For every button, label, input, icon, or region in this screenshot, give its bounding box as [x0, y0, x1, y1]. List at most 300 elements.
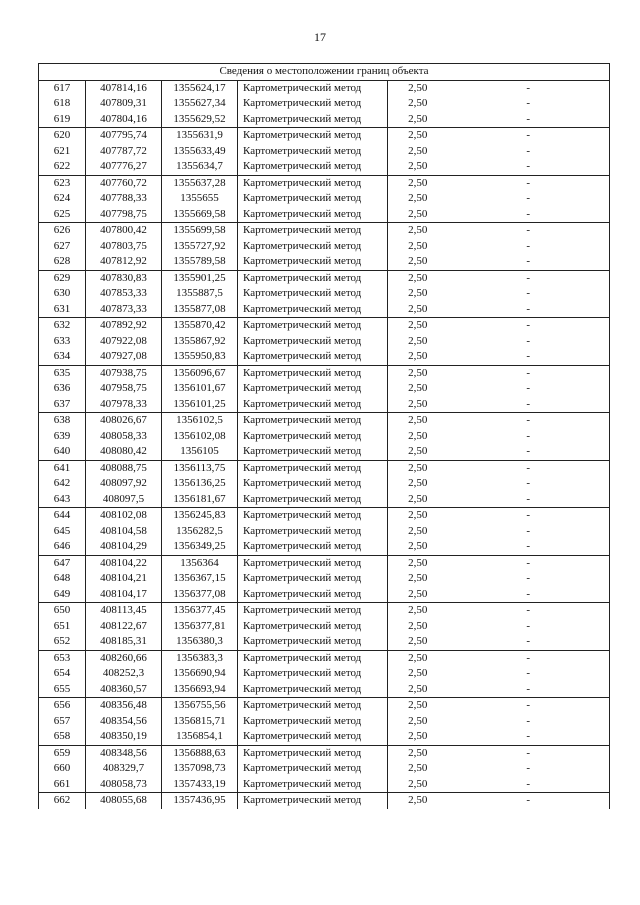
coordinate-x: 407804,16	[86, 112, 162, 128]
point-number: 659	[39, 745, 86, 761]
coordinate-x: 407788,33	[86, 191, 162, 207]
point-description: -	[448, 80, 610, 96]
determination-method: Картометрический метод	[238, 397, 388, 413]
determination-method: Картометрический метод	[238, 191, 388, 207]
coordinate-x: 407776,27	[86, 159, 162, 175]
accuracy-value: 2,50	[388, 318, 448, 334]
point-description: -	[448, 761, 610, 777]
accuracy-value: 2,50	[388, 270, 448, 286]
point-description: -	[448, 634, 610, 650]
accuracy-value: 2,50	[388, 96, 448, 112]
point-number: 639	[39, 429, 86, 445]
coordinate-x: 408097,5	[86, 492, 162, 508]
table-row	[39, 793, 610, 809]
accuracy-value: 2,50	[388, 571, 448, 587]
coordinate-x: 408122,67	[86, 619, 162, 635]
coordinate-y: 1356101,25	[162, 397, 238, 413]
point-description: -	[448, 698, 610, 714]
table-row	[39, 128, 610, 144]
point-number: 651	[39, 619, 86, 635]
table-row	[39, 334, 610, 350]
coordinate-x: 407958,75	[86, 381, 162, 397]
point-number: 653	[39, 650, 86, 666]
point-number: 649	[39, 587, 86, 603]
table-row	[39, 175, 610, 191]
point-number: 622	[39, 159, 86, 175]
point-number: 642	[39, 476, 86, 492]
determination-method: Картометрический метод	[238, 349, 388, 365]
coordinate-y: 1355631,9	[162, 128, 238, 144]
table-row	[39, 508, 610, 524]
point-description: -	[448, 112, 610, 128]
table-row	[39, 698, 610, 714]
point-description: -	[448, 270, 610, 286]
coordinate-y: 1356096,67	[162, 365, 238, 381]
boundary-coordinates-table	[38, 63, 610, 809]
coordinate-y: 1356245,83	[162, 508, 238, 524]
point-description: -	[448, 286, 610, 302]
determination-method: Картометрический метод	[238, 286, 388, 302]
determination-method: Картометрический метод	[238, 381, 388, 397]
point-description: -	[448, 682, 610, 698]
point-number: 620	[39, 128, 86, 144]
point-description: -	[448, 444, 610, 460]
accuracy-value: 2,50	[388, 429, 448, 445]
point-description: -	[448, 175, 610, 191]
point-description: -	[448, 571, 610, 587]
determination-method: Картометрический метод	[238, 587, 388, 603]
point-number: 619	[39, 112, 86, 128]
point-description: -	[448, 603, 610, 619]
point-number: 652	[39, 634, 86, 650]
coordinate-x: 407853,33	[86, 286, 162, 302]
determination-method: Картометрический метод	[238, 682, 388, 698]
point-number: 647	[39, 555, 86, 571]
table-row	[39, 476, 610, 492]
point-description: -	[448, 524, 610, 540]
table-row	[39, 318, 610, 334]
point-number: 650	[39, 603, 86, 619]
accuracy-value: 2,50	[388, 254, 448, 270]
coordinate-y: 1356377,81	[162, 619, 238, 635]
point-number: 624	[39, 191, 86, 207]
coordinate-x: 407892,92	[86, 318, 162, 334]
table-row	[39, 365, 610, 381]
point-number: 632	[39, 318, 86, 334]
accuracy-value: 2,50	[388, 634, 448, 650]
coordinate-x: 408113,45	[86, 603, 162, 619]
determination-method: Картометрический метод	[238, 698, 388, 714]
point-number: 617	[39, 80, 86, 96]
point-description: -	[448, 381, 610, 397]
point-description: -	[448, 555, 610, 571]
table-row	[39, 96, 610, 112]
accuracy-value: 2,50	[388, 539, 448, 555]
coordinate-y: 1356854,1	[162, 729, 238, 745]
point-description: -	[448, 223, 610, 239]
coordinate-x: 408058,33	[86, 429, 162, 445]
coordinate-x: 408356,48	[86, 698, 162, 714]
coordinate-x: 407809,31	[86, 96, 162, 112]
coordinate-x: 408080,42	[86, 444, 162, 460]
accuracy-value: 2,50	[388, 476, 448, 492]
table-row	[39, 444, 610, 460]
table-row	[39, 112, 610, 128]
table-row	[39, 682, 610, 698]
accuracy-value: 2,50	[388, 207, 448, 223]
coordinate-x: 408102,08	[86, 508, 162, 524]
determination-method: Картометрический метод	[238, 460, 388, 476]
point-description: -	[448, 144, 610, 160]
coordinate-x: 408104,58	[86, 524, 162, 540]
coordinate-y: 1356377,45	[162, 603, 238, 619]
coordinate-y: 1356815,71	[162, 714, 238, 730]
point-number: 629	[39, 270, 86, 286]
accuracy-value: 2,50	[388, 413, 448, 429]
point-description: -	[448, 254, 610, 270]
table-row	[39, 524, 610, 540]
accuracy-value: 2,50	[388, 286, 448, 302]
point-description: -	[448, 666, 610, 682]
coordinate-x: 407873,33	[86, 302, 162, 318]
point-number: 643	[39, 492, 86, 508]
coordinate-y: 1355887,5	[162, 286, 238, 302]
table-row	[39, 191, 610, 207]
point-number: 623	[39, 175, 86, 191]
point-number: 621	[39, 144, 86, 160]
point-number: 646	[39, 539, 86, 555]
determination-method: Картометрический метод	[238, 508, 388, 524]
coordinate-y: 1355727,92	[162, 239, 238, 255]
point-description: -	[448, 793, 610, 809]
accuracy-value: 2,50	[388, 682, 448, 698]
determination-method: Картометрический метод	[238, 318, 388, 334]
determination-method: Картометрический метод	[238, 666, 388, 682]
point-description: -	[448, 587, 610, 603]
coordinate-y: 1357436,95	[162, 793, 238, 809]
point-number: 618	[39, 96, 86, 112]
accuracy-value: 2,50	[388, 175, 448, 191]
coordinate-y: 1356367,15	[162, 571, 238, 587]
determination-method: Картометрический метод	[238, 650, 388, 666]
coordinate-x: 407803,75	[86, 239, 162, 255]
point-description: -	[448, 239, 610, 255]
accuracy-value: 2,50	[388, 650, 448, 666]
coordinate-x: 407760,72	[86, 175, 162, 191]
point-number: 655	[39, 682, 86, 698]
coordinate-y: 1355870,42	[162, 318, 238, 334]
determination-method: Картометрический метод	[238, 777, 388, 793]
table-row	[39, 634, 610, 650]
coordinate-x: 407814,16	[86, 80, 162, 96]
coordinate-y: 1356380,3	[162, 634, 238, 650]
point-description: -	[448, 365, 610, 381]
coordinate-y: 1356755,56	[162, 698, 238, 714]
point-description: -	[448, 476, 610, 492]
accuracy-value: 2,50	[388, 460, 448, 476]
point-number: 654	[39, 666, 86, 682]
determination-method: Картометрический метод	[238, 793, 388, 809]
table-row	[39, 460, 610, 476]
accuracy-value: 2,50	[388, 666, 448, 682]
point-number: 660	[39, 761, 86, 777]
coordinate-x: 408104,17	[86, 587, 162, 603]
point-number: 662	[39, 793, 86, 809]
point-description: -	[448, 207, 610, 223]
coordinate-y: 1356377,08	[162, 587, 238, 603]
accuracy-value: 2,50	[388, 761, 448, 777]
table-row	[39, 539, 610, 555]
accuracy-value: 2,50	[388, 191, 448, 207]
determination-method: Картометрический метод	[238, 239, 388, 255]
determination-method: Картометрический метод	[238, 96, 388, 112]
determination-method: Картометрический метод	[238, 270, 388, 286]
point-number: 626	[39, 223, 86, 239]
point-number: 636	[39, 381, 86, 397]
coordinate-x: 407800,42	[86, 223, 162, 239]
coordinate-x: 407978,33	[86, 397, 162, 413]
table-caption: Сведения о местоположении границ объекта	[39, 64, 610, 81]
accuracy-value: 2,50	[388, 793, 448, 809]
point-number: 631	[39, 302, 86, 318]
table-row	[39, 413, 610, 429]
point-description: -	[448, 96, 610, 112]
point-number: 658	[39, 729, 86, 745]
point-number: 656	[39, 698, 86, 714]
accuracy-value: 2,50	[388, 698, 448, 714]
coordinate-x: 408348,56	[86, 745, 162, 761]
point-description: -	[448, 397, 610, 413]
table-row	[39, 381, 610, 397]
point-number: 641	[39, 460, 86, 476]
coordinate-x: 407795,74	[86, 128, 162, 144]
coordinate-y: 1355877,08	[162, 302, 238, 318]
table-row	[39, 714, 610, 730]
table-row	[39, 666, 610, 682]
table-row	[39, 270, 610, 286]
accuracy-value: 2,50	[388, 555, 448, 571]
point-number: 661	[39, 777, 86, 793]
table-row	[39, 144, 610, 160]
coordinate-x: 408252,3	[86, 666, 162, 682]
table-row	[39, 603, 610, 619]
determination-method: Картометрический метод	[238, 302, 388, 318]
coordinate-y: 1356364	[162, 555, 238, 571]
coordinate-y: 1355867,92	[162, 334, 238, 350]
coordinate-y: 1356105	[162, 444, 238, 460]
table-row	[39, 223, 610, 239]
coordinate-y: 1355950,83	[162, 349, 238, 365]
coordinate-y: 1355789,58	[162, 254, 238, 270]
coordinate-y: 1356102,5	[162, 413, 238, 429]
determination-method: Картометрический метод	[238, 207, 388, 223]
determination-method: Картометрический метод	[238, 492, 388, 508]
coordinate-x: 408350,19	[86, 729, 162, 745]
table-row	[39, 571, 610, 587]
point-description: -	[448, 539, 610, 555]
coordinate-y: 1356349,25	[162, 539, 238, 555]
table-row	[39, 159, 610, 175]
coordinate-y: 1356690,94	[162, 666, 238, 682]
determination-method: Картометрический метод	[238, 223, 388, 239]
determination-method: Картометрический метод	[238, 524, 388, 540]
coordinate-x: 408104,21	[86, 571, 162, 587]
determination-method: Картометрический метод	[238, 254, 388, 270]
point-description: -	[448, 714, 610, 730]
coordinate-y: 1356113,75	[162, 460, 238, 476]
determination-method: Картометрический метод	[238, 144, 388, 160]
coordinate-y: 1356136,25	[162, 476, 238, 492]
accuracy-value: 2,50	[388, 239, 448, 255]
determination-method: Картометрический метод	[238, 714, 388, 730]
point-description: -	[448, 159, 610, 175]
coordinate-x: 407798,75	[86, 207, 162, 223]
point-description: -	[448, 745, 610, 761]
point-description: -	[448, 650, 610, 666]
accuracy-value: 2,50	[388, 524, 448, 540]
point-description: -	[448, 729, 610, 745]
coordinate-x: 408354,56	[86, 714, 162, 730]
page-number: 17	[314, 30, 326, 44]
table-row	[39, 302, 610, 318]
table-row	[39, 239, 610, 255]
table-row	[39, 207, 610, 223]
point-description: -	[448, 619, 610, 635]
point-description: -	[448, 413, 610, 429]
accuracy-value: 2,50	[388, 128, 448, 144]
coordinate-y: 1356693,94	[162, 682, 238, 698]
coordinate-y: 1355655	[162, 191, 238, 207]
coordinate-x: 407812,92	[86, 254, 162, 270]
coordinate-x: 407938,75	[86, 365, 162, 381]
determination-method: Картометрический метод	[238, 80, 388, 96]
coordinate-y: 1357098,73	[162, 761, 238, 777]
coordinate-x: 408104,29	[86, 539, 162, 555]
point-description: -	[448, 302, 610, 318]
point-description: -	[448, 460, 610, 476]
coordinate-x: 408088,75	[86, 460, 162, 476]
coordinate-x: 408055,68	[86, 793, 162, 809]
determination-method: Картометрический метод	[238, 729, 388, 745]
determination-method: Картометрический метод	[238, 444, 388, 460]
determination-method: Картометрический метод	[238, 334, 388, 350]
determination-method: Картометрический метод	[238, 128, 388, 144]
coordinate-x: 408104,22	[86, 555, 162, 571]
table-row	[39, 761, 610, 777]
table-row	[39, 397, 610, 413]
point-description: -	[448, 318, 610, 334]
coordinate-x: 407927,08	[86, 349, 162, 365]
coordinate-x: 408058,73	[86, 777, 162, 793]
accuracy-value: 2,50	[388, 397, 448, 413]
accuracy-value: 2,50	[388, 714, 448, 730]
coordinate-x: 408329,7	[86, 761, 162, 777]
accuracy-value: 2,50	[388, 603, 448, 619]
point-number: 638	[39, 413, 86, 429]
determination-method: Картометрический метод	[238, 476, 388, 492]
accuracy-value: 2,50	[388, 144, 448, 160]
determination-method: Картометрический метод	[238, 365, 388, 381]
coordinate-y: 1355901,25	[162, 270, 238, 286]
coordinate-y: 1356282,5	[162, 524, 238, 540]
point-number: 625	[39, 207, 86, 223]
point-number: 630	[39, 286, 86, 302]
coordinate-x: 408097,92	[86, 476, 162, 492]
table-row	[39, 349, 610, 365]
determination-method: Картометрический метод	[238, 634, 388, 650]
point-description: -	[448, 191, 610, 207]
coordinate-x: 407922,08	[86, 334, 162, 350]
determination-method: Картометрический метод	[238, 745, 388, 761]
point-description: -	[448, 349, 610, 365]
table-row	[39, 777, 610, 793]
coordinate-y: 1355624,17	[162, 80, 238, 96]
table-row	[39, 254, 610, 270]
point-number: 635	[39, 365, 86, 381]
point-description: -	[448, 492, 610, 508]
table-row	[39, 286, 610, 302]
table-row	[39, 429, 610, 445]
accuracy-value: 2,50	[388, 302, 448, 318]
coordinate-y: 1356181,67	[162, 492, 238, 508]
accuracy-value: 2,50	[388, 492, 448, 508]
table-row	[39, 492, 610, 508]
determination-method: Картометрический метод	[238, 429, 388, 445]
accuracy-value: 2,50	[388, 365, 448, 381]
point-number: 634	[39, 349, 86, 365]
coordinate-x: 408260,66	[86, 650, 162, 666]
point-description: -	[448, 429, 610, 445]
table-row	[39, 745, 610, 761]
point-number: 657	[39, 714, 86, 730]
determination-method: Картометрический метод	[238, 539, 388, 555]
determination-method: Картометрический метод	[238, 761, 388, 777]
point-number: 644	[39, 508, 86, 524]
coordinate-y: 1355629,52	[162, 112, 238, 128]
accuracy-value: 2,50	[388, 223, 448, 239]
coordinate-y: 1356101,67	[162, 381, 238, 397]
coordinate-x: 408026,67	[86, 413, 162, 429]
coordinate-y: 1355633,49	[162, 144, 238, 160]
table-caption-row	[39, 64, 610, 81]
point-number: 648	[39, 571, 86, 587]
table-row	[39, 650, 610, 666]
point-description: -	[448, 128, 610, 144]
coordinate-y: 1355699,58	[162, 223, 238, 239]
coordinate-y: 1356383,3	[162, 650, 238, 666]
accuracy-value: 2,50	[388, 349, 448, 365]
determination-method: Картометрический метод	[238, 555, 388, 571]
accuracy-value: 2,50	[388, 334, 448, 350]
determination-method: Картометрический метод	[238, 112, 388, 128]
determination-method: Картометрический метод	[238, 571, 388, 587]
table-row	[39, 729, 610, 745]
determination-method: Картометрический метод	[238, 175, 388, 191]
determination-method: Картометрический метод	[238, 619, 388, 635]
accuracy-value: 2,50	[388, 112, 448, 128]
coordinate-y: 1355669,58	[162, 207, 238, 223]
accuracy-value: 2,50	[388, 729, 448, 745]
coordinate-x: 408185,31	[86, 634, 162, 650]
table-row	[39, 587, 610, 603]
coordinate-x: 408360,57	[86, 682, 162, 698]
table-row	[39, 555, 610, 571]
coordinate-y: 1355634,7	[162, 159, 238, 175]
table-row	[39, 619, 610, 635]
coordinate-y: 1355637,28	[162, 175, 238, 191]
coordinate-x: 407830,83	[86, 270, 162, 286]
accuracy-value: 2,50	[388, 159, 448, 175]
